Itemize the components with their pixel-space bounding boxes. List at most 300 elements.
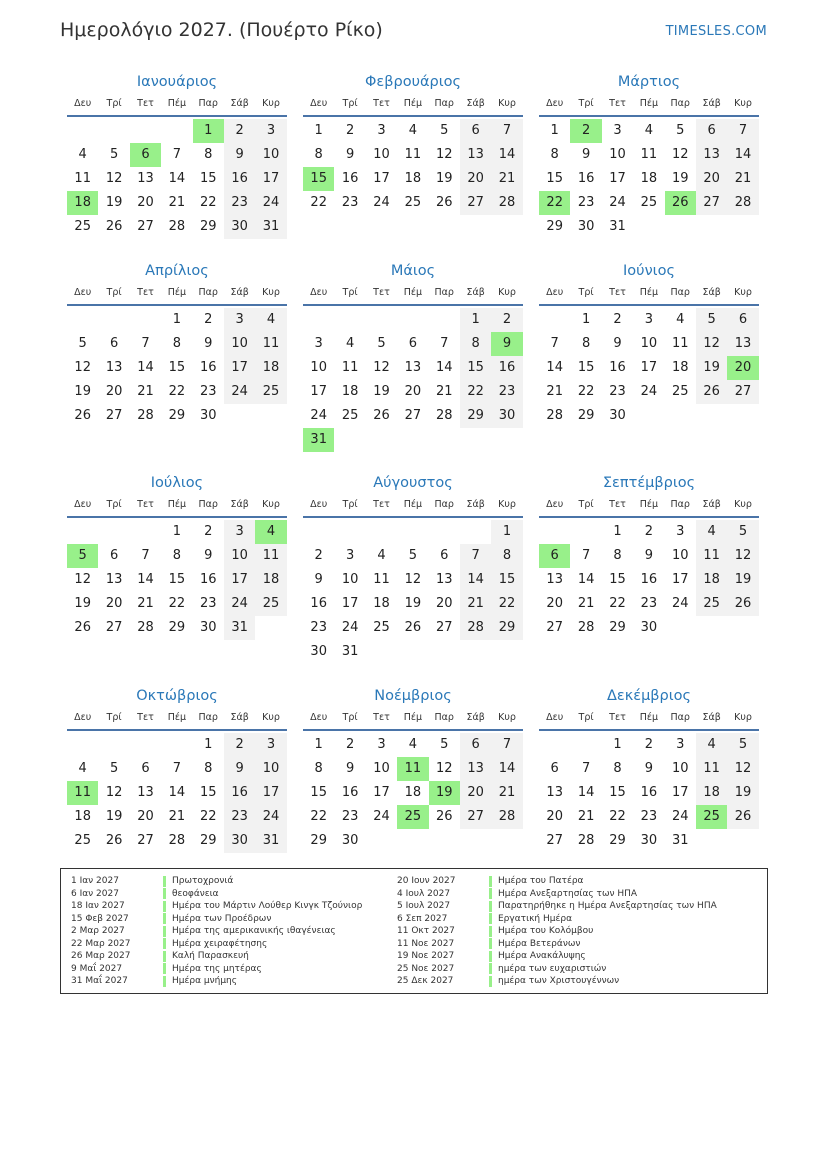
empty-cell: [130, 119, 161, 143]
weekday-label: Πέμ: [167, 287, 187, 298]
month-name: Μάρτιος: [617, 74, 681, 90]
holiday-day-cell: 11: [397, 757, 428, 781]
weekday-label: Τετ: [373, 712, 390, 723]
day-cell: 25: [74, 219, 91, 234]
weekend-day-cell: 30: [224, 215, 255, 239]
day-cell: 31: [671, 833, 689, 848]
weekday-label: Σάβ: [230, 287, 249, 298]
weekend-day-cell: 22: [460, 380, 491, 404]
day-cell: 19: [74, 596, 91, 611]
day-cell: 17: [671, 785, 689, 800]
weekend-day-cell: 17: [255, 781, 286, 805]
empty-cell: [334, 308, 365, 332]
day-cell: 19: [671, 171, 689, 186]
day-cell: 20: [404, 384, 422, 399]
empty-cell: [366, 308, 397, 332]
day-cell: 4: [377, 548, 386, 563]
weekday-label: Δευ: [310, 98, 328, 109]
legend-date: 5 Ιουλ 2027: [397, 901, 451, 912]
day-cell: 15: [310, 785, 327, 800]
weekend-day-cell: 24: [224, 380, 255, 404]
weekend-day-cell: 1: [491, 520, 522, 544]
day-cell: 30: [577, 219, 595, 234]
weekday-label: Παρ: [670, 499, 690, 510]
weekend-day-cell: 17: [224, 356, 255, 380]
day-cell: 2: [613, 312, 622, 327]
weekday-label: Παρ: [670, 98, 690, 109]
day-cell: 8: [613, 548, 622, 563]
month-block: [67, 685, 287, 853]
weekend-day-cell: 27: [727, 380, 758, 404]
legend-item: [397, 963, 717, 976]
day-cell: 7: [581, 548, 591, 563]
weekday-label: Κυρ: [734, 287, 752, 298]
day-cell: 23: [341, 809, 359, 824]
holiday-color-marker: [489, 888, 492, 899]
day-cell: 18: [341, 384, 359, 399]
weekday-label: Πέμ: [639, 98, 659, 109]
day-grid: [67, 117, 287, 239]
day-cell: 4: [644, 123, 653, 138]
weekday-label: Κυρ: [734, 98, 752, 109]
weekday-label: Πέμ: [403, 712, 423, 723]
weekend-day-cell: 14: [460, 568, 491, 592]
weekday-label: Πέμ: [639, 712, 659, 723]
day-cell: 6: [550, 761, 559, 776]
day-cell: 29: [310, 833, 327, 848]
day-cell: 29: [609, 833, 626, 848]
weekday-label: Πέμ: [167, 499, 187, 510]
day-cell: 16: [577, 171, 595, 186]
day-cell: 18: [404, 171, 422, 186]
legend-holiday-name: Ημέρα Βετεράνων: [498, 938, 581, 949]
day-cell: 27: [546, 833, 563, 848]
day-cell: 23: [577, 195, 595, 210]
weekday-label: Κυρ: [498, 98, 516, 109]
weekday-label: Τετ: [609, 499, 626, 510]
day-cell: 5: [78, 336, 87, 351]
day-cell: 5: [109, 147, 119, 162]
weekend-day-cell: 10: [224, 544, 255, 568]
weekday-header-row: [303, 93, 523, 117]
day-cell: 1: [314, 737, 323, 752]
day-cell: 26: [74, 620, 91, 635]
month-block: [67, 260, 287, 428]
holiday-color-marker: [163, 901, 166, 912]
day-cell: 28: [137, 408, 154, 423]
day-cell: 13: [546, 785, 563, 800]
holiday-day-cell: 22: [539, 191, 570, 215]
month-name: Μάιος: [390, 263, 436, 279]
day-cell: 14: [168, 171, 186, 186]
weekend-day-cell: 24: [255, 805, 286, 829]
day-cell: 7: [440, 336, 449, 351]
day-cell: 1: [172, 312, 181, 327]
day-cell: 5: [377, 336, 386, 351]
day-cell: 16: [199, 572, 217, 587]
weekend-day-cell: 3: [224, 308, 255, 332]
day-cell: 15: [199, 785, 217, 800]
weekday-label: Τετ: [373, 98, 390, 109]
day-cell: 13: [137, 171, 154, 186]
day-cell: 10: [310, 360, 327, 375]
legend-item: [397, 888, 717, 901]
day-cell: 17: [373, 785, 390, 800]
weekday-label: Κυρ: [498, 287, 516, 298]
day-cell: 18: [373, 596, 390, 611]
day-cell: 28: [546, 408, 563, 423]
day-cell: 12: [74, 572, 91, 587]
legend-item: [397, 925, 717, 938]
weekend-day-cell: 31: [255, 215, 286, 239]
weekend-day-cell: 23: [491, 380, 522, 404]
holiday-color-marker: [489, 913, 492, 924]
day-cell: 13: [137, 785, 154, 800]
weekend-day-cell: 16: [491, 356, 522, 380]
day-cell: 26: [404, 620, 422, 635]
empty-cell: [366, 520, 397, 544]
day-cell: 9: [345, 761, 355, 776]
holiday-color-marker: [489, 976, 492, 987]
day-cell: 8: [172, 336, 181, 351]
day-grid: [303, 731, 523, 853]
day-cell: 22: [310, 809, 327, 824]
day-cell: 27: [546, 620, 563, 635]
weekend-day-cell: 12: [696, 332, 727, 356]
weekend-day-cell: 27: [460, 805, 491, 829]
day-cell: 20: [105, 596, 123, 611]
day-cell: 29: [199, 219, 217, 234]
day-cell: 12: [671, 147, 689, 162]
weekday-header-row: [303, 282, 523, 306]
day-cell: 29: [168, 408, 186, 423]
day-cell: 11: [74, 171, 91, 186]
day-cell: 2: [314, 548, 323, 563]
day-cell: 21: [137, 384, 154, 399]
day-cell: 26: [435, 195, 453, 210]
holiday-color-marker: [163, 963, 166, 974]
weekend-day-cell: 5: [727, 733, 758, 757]
day-cell: 16: [609, 360, 626, 375]
day-grid: [303, 518, 523, 664]
day-cell: 23: [640, 596, 658, 611]
weekday-label: Τρί: [342, 98, 358, 109]
empty-cell: [130, 520, 161, 544]
weekend-day-cell: 19: [696, 356, 727, 380]
day-cell: 1: [204, 737, 213, 752]
day-cell: 21: [577, 809, 595, 824]
weekday-label: Παρ: [198, 499, 218, 510]
day-cell: 29: [577, 408, 595, 423]
day-cell: 30: [640, 620, 658, 635]
weekend-day-cell: 10: [224, 332, 255, 356]
day-cell: 9: [314, 572, 323, 587]
weekend-day-cell: 26: [727, 592, 758, 616]
weekend-day-cell: 11: [255, 332, 286, 356]
weekday-label: Τρί: [106, 712, 122, 723]
legend-holiday-name: Ημέρα Ανακάλυψης: [498, 951, 586, 962]
weekend-day-cell: 14: [491, 757, 522, 781]
day-cell: 29: [168, 620, 186, 635]
weekday-label: Τρί: [578, 98, 594, 109]
weekend-day-cell: 6: [696, 119, 727, 143]
legend-date: 11 Νοε 2027: [397, 938, 455, 949]
holiday-color-marker: [163, 876, 166, 887]
day-cell: 21: [577, 596, 595, 611]
day-cell: 8: [172, 548, 181, 563]
weekend-day-cell: 25: [255, 592, 286, 616]
empty-cell: [67, 119, 98, 143]
weekend-day-cell: 5: [727, 520, 758, 544]
weekday-label: Τρί: [578, 287, 594, 298]
weekday-label: Σάβ: [466, 287, 485, 298]
day-cell: 14: [435, 360, 453, 375]
month-block: [539, 472, 759, 640]
weekend-day-cell: 7: [727, 119, 758, 143]
day-cell: 5: [109, 761, 119, 776]
weekend-day-cell: 8: [491, 544, 522, 568]
holiday-day-cell: 6: [539, 544, 570, 568]
month-name: Φεβρουάριος: [364, 74, 462, 90]
weekday-label: Παρ: [670, 287, 690, 298]
weekday-label: Δευ: [74, 98, 92, 109]
legend-item: [71, 975, 362, 988]
day-cell: 5: [440, 123, 449, 138]
month-name: Ιούνιος: [623, 263, 675, 279]
weekday-label: Πέμ: [639, 287, 659, 298]
day-cell: 17: [373, 171, 390, 186]
day-cell: 13: [546, 572, 563, 587]
weekend-day-cell: 3: [255, 119, 286, 143]
day-cell: 29: [609, 620, 626, 635]
weekend-day-cell: 7: [491, 119, 522, 143]
holiday-color-marker: [163, 888, 166, 899]
day-cell: 12: [373, 360, 390, 375]
day-cell: 8: [204, 147, 213, 162]
weekday-label: Τετ: [609, 98, 626, 109]
weekend-day-cell: 13: [696, 143, 727, 167]
day-cell: 16: [341, 171, 359, 186]
day-cell: 9: [204, 548, 213, 563]
weekend-day-cell: 12: [727, 757, 758, 781]
day-grid: [539, 518, 759, 640]
day-cell: 6: [141, 761, 150, 776]
legend-holiday-name: θεοφάνεια: [172, 888, 219, 899]
legend-date: 20 Ιουν 2027: [397, 876, 456, 887]
day-cell: 7: [172, 147, 181, 162]
weekday-label: Δευ: [546, 499, 564, 510]
day-cell: 22: [199, 195, 217, 210]
holiday-day-cell: 15: [303, 167, 334, 191]
holiday-legend: [60, 868, 768, 994]
day-grid: [303, 306, 523, 452]
weekend-day-cell: 4: [696, 733, 727, 757]
day-cell: 28: [168, 219, 186, 234]
day-cell: 24: [671, 596, 689, 611]
day-cell: 5: [440, 737, 449, 752]
legend-item: [71, 963, 362, 976]
legend-date: 19 Νοε 2027: [397, 951, 455, 962]
day-cell: 25: [404, 195, 422, 210]
day-cell: 17: [640, 360, 658, 375]
day-cell: 3: [676, 524, 685, 539]
weekday-label: Δευ: [74, 499, 92, 510]
legend-date: 25 Δεκ 2027: [397, 976, 454, 987]
weekend-day-cell: 26: [696, 380, 727, 404]
weekend-day-cell: 19: [727, 568, 758, 592]
weekend-day-cell: 16: [224, 781, 255, 805]
weekday-label: Παρ: [198, 712, 218, 723]
day-cell: 11: [341, 360, 359, 375]
weekend-day-cell: 13: [460, 143, 491, 167]
weekend-day-cell: 18: [696, 568, 727, 592]
weekend-day-cell: 9: [224, 757, 255, 781]
day-cell: 26: [373, 408, 390, 423]
weekday-label: Πέμ: [403, 287, 423, 298]
day-cell: 1: [581, 312, 591, 327]
day-cell: 21: [168, 195, 186, 210]
day-cell: 24: [671, 809, 689, 824]
day-cell: 17: [310, 384, 327, 399]
weekend-day-cell: 16: [224, 167, 255, 191]
day-cell: 17: [671, 572, 689, 587]
day-cell: 2: [204, 312, 213, 327]
day-cell: 30: [341, 833, 359, 848]
weekday-header-row: [67, 93, 287, 117]
day-cell: 4: [676, 312, 685, 327]
legend-item: [71, 938, 362, 951]
weekend-day-cell: 21: [460, 592, 491, 616]
holiday-day-cell: 25: [696, 805, 727, 829]
legend-date: 6 Σεπ 2027: [397, 913, 448, 924]
legend-column-right: [397, 875, 717, 988]
weekday-label: Τετ: [373, 499, 390, 510]
holiday-color-marker: [489, 963, 492, 974]
day-cell: 28: [435, 408, 453, 423]
legend-item: [397, 975, 717, 988]
day-grid: [539, 117, 759, 239]
legend-date: 9 Μαΐ 2027: [71, 963, 123, 974]
day-cell: 24: [640, 384, 658, 399]
weekday-label: Τετ: [137, 712, 154, 723]
day-cell: 12: [105, 785, 123, 800]
weekend-day-cell: 10: [255, 143, 286, 167]
weekend-day-cell: 17: [255, 167, 286, 191]
day-cell: 26: [435, 809, 453, 824]
weekday-header-row: [67, 282, 287, 306]
day-cell: 21: [546, 384, 563, 399]
holiday-day-cell: 1: [193, 119, 224, 143]
holiday-day-cell: 11: [67, 781, 98, 805]
legend-holiday-name: ημέρα των ευχαριστιών: [498, 963, 607, 974]
day-cell: 10: [341, 572, 359, 587]
day-cell: 26: [74, 408, 91, 423]
day-cell: 24: [373, 195, 390, 210]
empty-cell: [570, 520, 601, 544]
day-cell: 11: [640, 147, 658, 162]
legend-item: [71, 875, 362, 888]
day-cell: 2: [644, 524, 653, 539]
empty-cell: [429, 308, 460, 332]
weekday-label: Πέμ: [403, 499, 423, 510]
day-cell: 10: [671, 548, 689, 563]
day-cell: 20: [137, 195, 154, 210]
day-cell: 16: [310, 596, 327, 611]
weekday-label: Τετ: [137, 287, 154, 298]
weekday-label: Κυρ: [262, 287, 280, 298]
day-grid: [303, 117, 523, 215]
weekend-day-cell: 5: [696, 308, 727, 332]
day-cell: 11: [404, 147, 422, 162]
weekday-label: Σάβ: [702, 287, 721, 298]
day-cell: 12: [435, 147, 453, 162]
month-block: [539, 685, 759, 853]
day-cell: 24: [373, 809, 390, 824]
legend-column-left: [71, 875, 362, 988]
legend-holiday-name: Καλή Παρασκευή: [172, 951, 249, 962]
weekday-label: Δευ: [310, 287, 328, 298]
weekend-day-cell: 1: [460, 308, 491, 332]
weekend-day-cell: 25: [696, 592, 727, 616]
day-cell: 25: [373, 620, 390, 635]
day-cell: 23: [310, 620, 327, 635]
day-cell: 22: [168, 596, 186, 611]
weekday-label: Σάβ: [230, 712, 249, 723]
weekday-header-row: [303, 707, 523, 731]
weekday-label: Δευ: [310, 499, 328, 510]
day-grid: [539, 306, 759, 428]
weekday-label: Πέμ: [403, 98, 423, 109]
weekday-label: Τετ: [137, 499, 154, 510]
day-cell: 8: [550, 147, 559, 162]
weekend-day-cell: 4: [696, 520, 727, 544]
empty-cell: [397, 308, 428, 332]
day-cell: 27: [105, 408, 123, 423]
day-cell: 9: [613, 336, 622, 351]
day-cell: 4: [408, 737, 417, 752]
site-brand-link[interactable]: TIMESLES.COM: [665, 24, 767, 39]
weekday-label: Παρ: [434, 287, 454, 298]
weekend-day-cell: 2: [224, 119, 255, 143]
weekday-label: Τετ: [137, 98, 154, 109]
day-cell: 3: [644, 312, 653, 327]
weekend-day-cell: 2: [224, 733, 255, 757]
legend-holiday-name: Ημέρα του Πατέρα: [498, 876, 584, 887]
weekend-day-cell: 20: [460, 781, 491, 805]
weekend-day-cell: 6: [460, 119, 491, 143]
legend-holiday-name: Πρωτοχρονιά: [172, 876, 234, 887]
weekend-day-cell: 3: [255, 733, 286, 757]
day-cell: 11: [373, 572, 390, 587]
empty-cell: [98, 308, 129, 332]
legend-item: [397, 938, 717, 951]
day-cell: 14: [577, 572, 595, 587]
month-name: Αύγουστος: [373, 475, 453, 491]
day-cell: 23: [640, 809, 658, 824]
day-cell: 12: [435, 761, 453, 776]
month-block: [539, 71, 759, 239]
day-cell: 1: [613, 737, 622, 752]
legend-item: [71, 913, 362, 926]
day-cell: 3: [345, 548, 355, 563]
legend-date: 22 Μαρ 2027: [71, 938, 131, 949]
day-cell: 11: [671, 336, 689, 351]
day-cell: 20: [435, 596, 453, 611]
weekday-label: Σάβ: [702, 499, 721, 510]
month-block: [539, 260, 759, 428]
day-cell: 17: [341, 596, 359, 611]
holiday-color-marker: [163, 951, 166, 962]
